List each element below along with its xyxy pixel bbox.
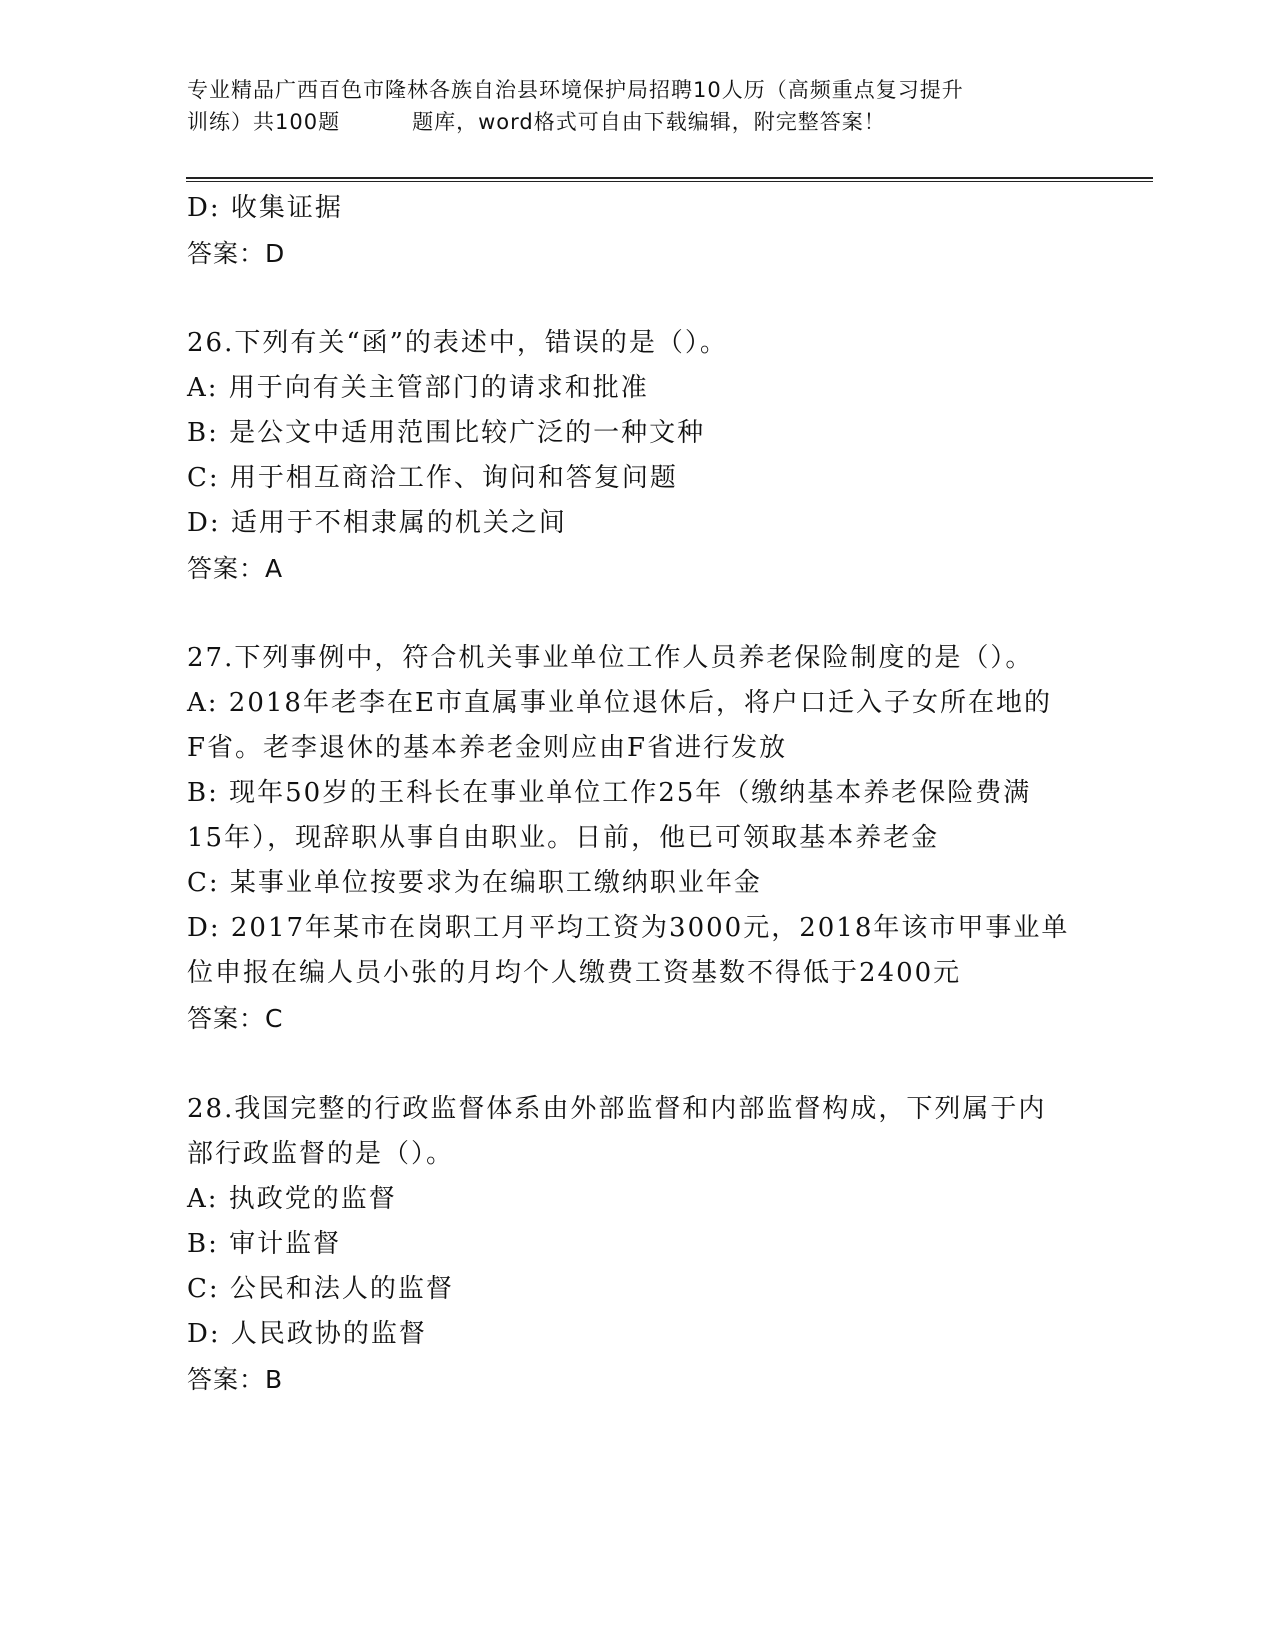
header-divider-thin: [186, 181, 1153, 182]
question-content: [187, 186, 1087, 1402]
option-d: D: 适用于不相隶属的机关之间: [187, 508, 567, 538]
option-a-continued: F省。老李退休的基本养老金则应由F省进行发放: [187, 733, 788, 763]
header-title-line-2-left: 训练）共100题: [187, 110, 341, 134]
option-d-continued: 位申报在编人员小张的月均个人缴费工资基数不得低于2400元: [187, 958, 962, 988]
option-a: A: 2018年老李在E市直属事业单位退休后，将户口迁入子女所在地的: [187, 688, 1052, 718]
question-stem-continued: 部行政监督的是（）。: [187, 1139, 455, 1169]
question-stem: 26.下列有关“函”的表述中，错误的是（）。: [187, 328, 728, 358]
option-d: D: 人民政协的监督: [187, 1319, 427, 1349]
question-answer: 答案：C: [187, 1004, 284, 1033]
option-a: A: 执政党的监督: [187, 1184, 397, 1214]
option-b: B: 审计监督: [187, 1229, 342, 1259]
option-d: D: 2017年某市在岗职工月平均工资为3000元，2018年该市甲事业单: [187, 913, 1070, 943]
question-stem: 28.我国完整的行政监督体系由外部监督和内部监督构成，下列属于内: [187, 1094, 1047, 1124]
header-divider-thick: [186, 177, 1153, 179]
option-c: C: 公民和法人的监督: [187, 1274, 454, 1304]
question-27: [187, 636, 1087, 1041]
header-title-line-2: [187, 106, 1087, 138]
option-b: B: 现年50岁的王科长在事业单位工作25年（缴纳基本养老保险费满: [187, 778, 1032, 808]
question-answer: 答案：A: [187, 554, 284, 583]
option-c: C: 某事业单位按要求为在编职工缴纳职业年金: [187, 868, 762, 898]
header-title-line-1: 专业精品广西百色市隆林各族自治县环境保护局招聘10人历（高频重点复习提升: [187, 78, 964, 102]
header-title-line-2-right: 题库，word格式可自由下载编辑，附完整答案！: [412, 110, 886, 134]
question-26: [187, 321, 1087, 591]
prev-question-answer: 答案：D: [187, 239, 286, 268]
option-b-continued: 15年），现辞职从事自由职业。日前，他已可领取基本养老金: [187, 823, 940, 853]
question-stem: 27.下列事例中，符合机关事业单位工作人员养老保险制度的是（）。: [187, 643, 1034, 673]
option-a: A: 用于向有关主管部门的请求和批准: [187, 373, 649, 403]
option-c: C: 用于相互商洽工作、询问和答复问题: [187, 463, 678, 493]
question-28: [187, 1087, 1087, 1402]
document-header: [187, 74, 1087, 138]
prev-question-option-d: D: 收集证据: [187, 193, 343, 223]
question-answer: 答案：B: [187, 1365, 284, 1394]
option-b: B: 是公文中适用范围比较广泛的一种文种: [187, 418, 706, 448]
